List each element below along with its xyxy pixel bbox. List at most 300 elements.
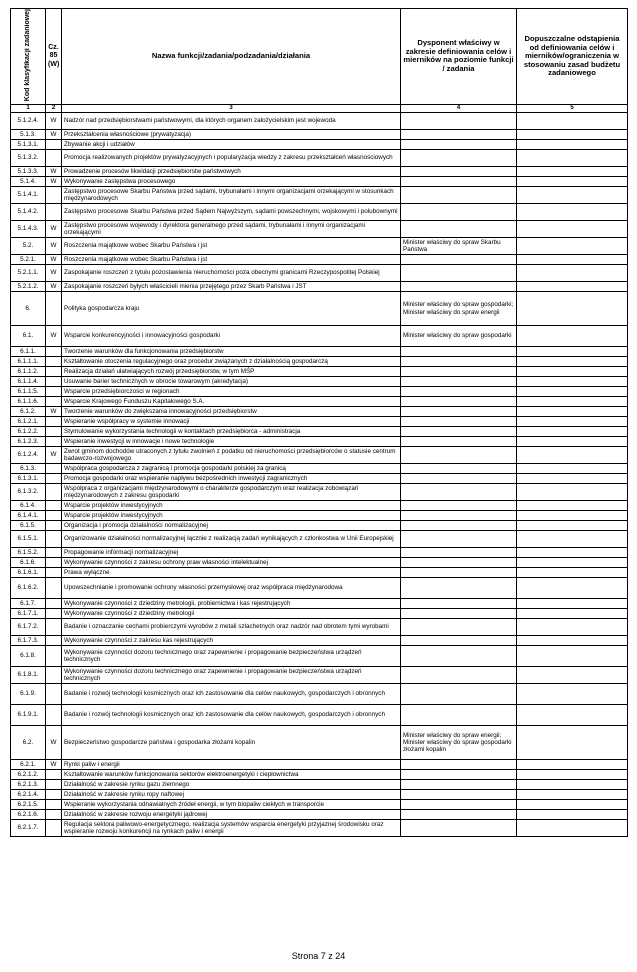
row-name: Wykonywanie zastępstwa procesowego xyxy=(62,177,401,187)
row-exception xyxy=(517,265,628,282)
row-dysponent xyxy=(401,636,517,646)
row-exception xyxy=(517,521,628,531)
table-row xyxy=(11,255,628,265)
table-row xyxy=(11,599,628,609)
row-name: Zbywanie akcji i udziałów xyxy=(62,140,401,150)
row-part85 xyxy=(46,790,62,800)
row-name: Działalność w zakresie rynku gazu ziemnego xyxy=(62,780,401,790)
row-name: Roszczenia majątkowe wobec Skarbu Państwa i jst xyxy=(62,238,401,255)
row-name: Wspieranie wykorzystania odnawialnych źródeł energii, w tym biopaliw ciekłych w transporcie xyxy=(62,800,401,810)
row-name: Tworzenie warunków do zwiększania innowacyjności przedsiębiorstw xyxy=(62,407,401,417)
row-name: Wsparcie projektów inwestycyjnych xyxy=(62,511,401,521)
table-row xyxy=(11,558,628,568)
row-code: 5.1.3.3. xyxy=(11,167,46,177)
table-row xyxy=(11,780,628,790)
row-exception xyxy=(517,187,628,204)
table-row xyxy=(11,705,628,726)
row-code: 6.1.6.2. xyxy=(11,578,46,599)
row-dysponent xyxy=(401,417,517,427)
row-name: Zastępstwo procesowe wojewody i dyrektora generalnego przed sądami, trybunałami i innymi organizacjami orzekającymi xyxy=(62,221,401,238)
row-name: Nadzór nad przedsiębiorstwami państwowymi, dla których organem założycielskim jest wojewoda xyxy=(62,113,401,130)
row-code: 5.1.4. xyxy=(11,177,46,187)
table-row xyxy=(11,619,628,636)
header-code: Kod klasyfikacji zadaniowej xyxy=(11,9,46,105)
row-name: Prowadzenie procesów likwidacji przedsiębiorstw państwowych xyxy=(62,167,401,177)
row-exception xyxy=(517,760,628,770)
table-row xyxy=(11,667,628,684)
row-exception xyxy=(517,238,628,255)
row-part85 xyxy=(46,367,62,377)
table-row xyxy=(11,140,628,150)
row-name: Wsparcie projektów inwestycyjnych xyxy=(62,501,401,511)
table-row xyxy=(11,187,628,204)
row-code: 6.1.2.3. xyxy=(11,437,46,447)
row-dysponent xyxy=(401,474,517,484)
table-row xyxy=(11,684,628,705)
row-part85: W xyxy=(46,113,62,130)
row-exception xyxy=(517,790,628,800)
row-exception xyxy=(517,167,628,177)
row-dysponent xyxy=(401,667,517,684)
row-part85 xyxy=(46,558,62,568)
row-dysponent xyxy=(401,255,517,265)
row-name: Rynki paliw i energii xyxy=(62,760,401,770)
row-exception xyxy=(517,810,628,820)
row-dysponent xyxy=(401,407,517,417)
row-name: Przekształcenia własnościowe (prywatyzacja) xyxy=(62,130,401,140)
row-code: 6.2.1.3. xyxy=(11,780,46,790)
row-name: Zastępstwo procesowe Skarbu Państwa przed sądami, trybunałami i innymi organizacjami orzekającymi w stosunkach międzynarodowych xyxy=(62,187,401,204)
row-part85: W xyxy=(46,447,62,464)
row-name: Kształtowanie warunków funkcjonowania sektorów elektroenergetyki i ciepłownictwa xyxy=(62,770,401,780)
row-exception xyxy=(517,501,628,511)
table-row xyxy=(11,177,628,187)
table-row xyxy=(11,531,628,548)
table-row xyxy=(11,427,628,437)
row-code: 6.2.1.4. xyxy=(11,790,46,800)
table-row xyxy=(11,292,628,326)
row-dysponent xyxy=(401,367,517,377)
row-part85 xyxy=(46,501,62,511)
row-name: Stymulowanie wykorzystania technologii w kontaktach przedsiębiorca - administracja xyxy=(62,427,401,437)
row-name: Propagowanie informacji normalizacyjnej xyxy=(62,548,401,558)
row-exception xyxy=(517,511,628,521)
table-row xyxy=(11,568,628,578)
row-exception xyxy=(517,447,628,464)
row-code: 6.2.1. xyxy=(11,760,46,770)
table-row xyxy=(11,367,628,377)
row-exception xyxy=(517,726,628,760)
row-code: 6. xyxy=(11,292,46,326)
row-exception xyxy=(517,770,628,780)
row-exception xyxy=(517,578,628,599)
row-code: 6.1.2.1. xyxy=(11,417,46,427)
row-part85: W xyxy=(46,760,62,770)
row-part85 xyxy=(46,511,62,521)
row-code: 6.2.1.2. xyxy=(11,770,46,780)
row-code: 6.1.8.1. xyxy=(11,667,46,684)
row-part85 xyxy=(46,810,62,820)
row-part85 xyxy=(46,636,62,646)
row-name: Współpraca gospodarcza z zagranicą i promocja gospodarki polskiej za granicą xyxy=(62,464,401,474)
table-row xyxy=(11,521,628,531)
row-dysponent xyxy=(401,770,517,780)
row-name: Badanie i rozwój technologii kosmicznych oraz ich zastosowanie dla celów naukowych, gospodarczych i obronnych xyxy=(62,705,401,726)
row-code: 5.1.4.3. xyxy=(11,221,46,238)
row-exception xyxy=(517,484,628,501)
row-name: Badanie i rozwój technologii kosmicznych oraz ich zastosowanie dla celów naukowych, gospodarczych i obronnych xyxy=(62,684,401,705)
row-dysponent: Minister właściwy do spraw Skarbu Państwa xyxy=(401,238,517,255)
row-part85 xyxy=(46,484,62,501)
row-name: Wsparcie Krajowego Funduszu Kapitałowego S.A. xyxy=(62,397,401,407)
row-part85 xyxy=(46,619,62,636)
row-part85 xyxy=(46,521,62,531)
row-code: 5.1.3.1. xyxy=(11,140,46,150)
row-dysponent xyxy=(401,484,517,501)
table-row xyxy=(11,397,628,407)
row-dysponent xyxy=(401,167,517,177)
row-exception xyxy=(517,417,628,427)
row-exception xyxy=(517,177,628,187)
row-dysponent xyxy=(401,177,517,187)
classification-table xyxy=(10,8,628,837)
row-exception xyxy=(517,221,628,238)
table-row xyxy=(11,447,628,464)
row-code: 6.1.9.1. xyxy=(11,705,46,726)
table-row xyxy=(11,578,628,599)
row-exception xyxy=(517,684,628,705)
row-dysponent xyxy=(401,377,517,387)
row-part85 xyxy=(46,397,62,407)
column-number: 5 xyxy=(517,104,628,112)
table-row xyxy=(11,810,628,820)
table-row xyxy=(11,464,628,474)
row-exception xyxy=(517,599,628,609)
row-dysponent xyxy=(401,447,517,464)
row-name: Wykonywanie czynności z dziedziny metrologii, probiernictwa i kas rejestrujących xyxy=(62,599,401,609)
column-number-row xyxy=(11,104,628,112)
header-part85: Cz. 85 (W) xyxy=(46,9,62,105)
row-name: Zaspokajanie roszczeń byłych właścicieli mienia przejętego przez Skarb Państwa i JST xyxy=(62,282,401,292)
row-code: 6.1.6. xyxy=(11,558,46,568)
table-row xyxy=(11,407,628,417)
row-exception xyxy=(517,367,628,377)
row-exception xyxy=(517,609,628,619)
table-row xyxy=(11,357,628,367)
column-number: 1 xyxy=(11,104,46,112)
row-part85 xyxy=(46,820,62,837)
row-exception xyxy=(517,282,628,292)
row-code: 6.1.1. xyxy=(11,347,46,357)
row-code: 5.1.3. xyxy=(11,130,46,140)
table-row xyxy=(11,377,628,387)
row-part85: W xyxy=(46,238,62,255)
row-code: 6.2.1.6. xyxy=(11,810,46,820)
page-number: Strona 7 z 24 xyxy=(291,951,346,961)
row-part85 xyxy=(46,427,62,437)
row-dysponent: Minister właściwy do spraw gospodarki xyxy=(401,326,517,347)
row-dysponent xyxy=(401,684,517,705)
table-row xyxy=(11,790,628,800)
row-exception xyxy=(517,204,628,221)
row-exception xyxy=(517,820,628,837)
row-exception xyxy=(517,397,628,407)
row-dysponent xyxy=(401,800,517,810)
row-part85 xyxy=(46,531,62,548)
row-name: Zwrot gminom dochodów utraconych z tytułu zwolnień z podatku od nieruchomości przedsiębiorców o statusie centrum badawczo-rozwojowego xyxy=(62,447,401,464)
row-dysponent xyxy=(401,187,517,204)
row-name: Promocja gospodarki oraz wspieranie napływu bezpośrednich inwestycji zagranicznych xyxy=(62,474,401,484)
row-dysponent xyxy=(401,558,517,568)
row-part85 xyxy=(46,548,62,558)
table-row xyxy=(11,347,628,357)
row-part85 xyxy=(46,387,62,397)
row-code: 5.2.1.1. xyxy=(11,265,46,282)
row-part85: W xyxy=(46,265,62,282)
row-part85: W xyxy=(46,130,62,140)
row-part85: W xyxy=(46,282,62,292)
row-code: 6.1.5. xyxy=(11,521,46,531)
row-exception xyxy=(517,568,628,578)
row-code: 6.1.3.2. xyxy=(11,484,46,501)
row-dysponent xyxy=(401,282,517,292)
row-code: 5.1.3.2. xyxy=(11,150,46,167)
table-row xyxy=(11,221,628,238)
row-name: Badanie i oznaczanie cechami probierczymi wyrobów z metali szlachetnych oraz nadzór nad obrotem tymi wyrobami xyxy=(62,619,401,636)
row-dysponent xyxy=(401,204,517,221)
row-code: 6.1.5.2. xyxy=(11,548,46,558)
table-row xyxy=(11,417,628,427)
row-part85 xyxy=(46,599,62,609)
row-exception xyxy=(517,140,628,150)
row-exception xyxy=(517,464,628,474)
row-dysponent xyxy=(401,568,517,578)
row-name: Działalność w zakresie rozwoju energetyki jądrowej xyxy=(62,810,401,820)
row-part85 xyxy=(46,474,62,484)
column-number: 3 xyxy=(62,104,401,112)
row-part85: W xyxy=(46,407,62,417)
row-dysponent xyxy=(401,501,517,511)
table-row xyxy=(11,484,628,501)
row-code: 5.1.4.1. xyxy=(11,187,46,204)
row-dysponent xyxy=(401,599,517,609)
row-dysponent xyxy=(401,578,517,599)
row-dysponent xyxy=(401,609,517,619)
row-part85 xyxy=(46,780,62,790)
row-exception xyxy=(517,326,628,347)
row-name: Wykonywanie czynności dozoru technicznego oraz zapewnienie i propagowanie bezpieczeństwa urządzeń technicznych xyxy=(62,667,401,684)
row-name: Usuwanie barier technicznych w obrocie towarowym (akredytacja) xyxy=(62,377,401,387)
row-dysponent xyxy=(401,810,517,820)
row-part85 xyxy=(46,437,62,447)
row-part85 xyxy=(46,187,62,204)
table-row xyxy=(11,326,628,347)
row-part85 xyxy=(46,464,62,474)
row-part85 xyxy=(46,140,62,150)
row-part85 xyxy=(46,646,62,667)
row-name: Prawa wyłączne xyxy=(62,568,401,578)
table-row xyxy=(11,726,628,760)
row-dysponent xyxy=(401,397,517,407)
table-row xyxy=(11,238,628,255)
row-exception xyxy=(517,636,628,646)
table-row xyxy=(11,548,628,558)
row-code: 6.1.6.1. xyxy=(11,568,46,578)
row-dysponent xyxy=(401,780,517,790)
row-code: 6.2. xyxy=(11,726,46,760)
row-name: Promocja realizowanych projektów prywatyzacyjnych i popularyzacja wiedzy z zakresu przekształceń własnościowych xyxy=(62,150,401,167)
row-dysponent xyxy=(401,265,517,282)
row-exception xyxy=(517,474,628,484)
row-dysponent xyxy=(401,357,517,367)
row-part85 xyxy=(46,609,62,619)
row-code: 5.2.1.2. xyxy=(11,282,46,292)
table-row xyxy=(11,636,628,646)
row-part85 xyxy=(46,292,62,326)
row-part85: W xyxy=(46,177,62,187)
row-name: Wykonywanie czynności z zakresu kas rejestrujących xyxy=(62,636,401,646)
row-code: 5.1.4.2. xyxy=(11,204,46,221)
row-dysponent xyxy=(401,347,517,357)
row-exception xyxy=(517,292,628,326)
row-code: 6.1.1.2. xyxy=(11,367,46,377)
row-part85 xyxy=(46,204,62,221)
row-code: 6.1.3. xyxy=(11,464,46,474)
row-code: 6.1.8. xyxy=(11,646,46,667)
column-number: 2 xyxy=(46,104,62,112)
table-row xyxy=(11,646,628,667)
row-dysponent xyxy=(401,464,517,474)
table-row xyxy=(11,113,628,130)
row-dysponent xyxy=(401,221,517,238)
row-code: 6.1.1.5. xyxy=(11,387,46,397)
table-row xyxy=(11,282,628,292)
row-name: Organizacja i promocja działalności normalizacyjnej xyxy=(62,521,401,531)
row-code: 6.1.3.1. xyxy=(11,474,46,484)
row-exception xyxy=(517,531,628,548)
header-dysponent: Dysponent właściwy w zakresie definiowania celów i mierników na poziomie funkcji / zadania xyxy=(401,9,517,105)
row-code: 6.2.1.7. xyxy=(11,820,46,837)
row-part85 xyxy=(46,684,62,705)
row-exception xyxy=(517,548,628,558)
row-part85 xyxy=(46,578,62,599)
table-row xyxy=(11,150,628,167)
row-dysponent xyxy=(401,531,517,548)
row-code: 5.1.2.4. xyxy=(11,113,46,130)
row-part85 xyxy=(46,150,62,167)
row-part85 xyxy=(46,377,62,387)
row-dysponent xyxy=(401,387,517,397)
row-part85 xyxy=(46,667,62,684)
row-code: 6.1.4. xyxy=(11,501,46,511)
row-code: 6.1.1.1. xyxy=(11,357,46,367)
row-part85 xyxy=(46,347,62,357)
table-row xyxy=(11,265,628,282)
row-exception xyxy=(517,377,628,387)
row-exception xyxy=(517,800,628,810)
table-row xyxy=(11,760,628,770)
row-name: Zaspokajanie roszczeń z tytułu pozostawienia nieruchomości poza obecnymi granicami Rzeczypospolitej Polskiej xyxy=(62,265,401,282)
row-exception xyxy=(517,407,628,417)
table-row xyxy=(11,204,628,221)
row-part85: W xyxy=(46,255,62,265)
row-name: Realizacja działań ułatwiających rozwój przedsiębiorstw, w tym MŚP xyxy=(62,367,401,377)
row-name: Kształtowanie otoczenia regulacyjnego oraz procedur związanych z działalnością gospodarczą xyxy=(62,357,401,367)
row-code: 6.1. xyxy=(11,326,46,347)
row-dysponent: Minister właściwy do spraw energii; Minister właściwy do spraw gospodarki złożami kopalin xyxy=(401,726,517,760)
row-name: Polityka gospodarcza kraju xyxy=(62,292,401,326)
row-name: Wykonywanie czynności dozoru technicznego oraz zapewnienie i propagowanie bezpieczeństwa urządzeń technicznych xyxy=(62,646,401,667)
column-number: 4 xyxy=(401,104,517,112)
row-part85 xyxy=(46,357,62,367)
row-code: 6.1.5.1. xyxy=(11,531,46,548)
row-exception xyxy=(517,427,628,437)
row-code: 6.1.7.1. xyxy=(11,609,46,619)
row-part85 xyxy=(46,800,62,810)
row-name: Wsparcie przedsiębiorczości w regionach xyxy=(62,387,401,397)
row-dysponent xyxy=(401,511,517,521)
row-dysponent xyxy=(401,820,517,837)
row-dysponent xyxy=(401,790,517,800)
row-exception xyxy=(517,705,628,726)
row-code: 6.1.1.4. xyxy=(11,377,46,387)
row-exception xyxy=(517,780,628,790)
row-code: 6.1.7.2. xyxy=(11,619,46,636)
row-part85 xyxy=(46,770,62,780)
row-exception xyxy=(517,347,628,357)
row-part85: W xyxy=(46,726,62,760)
table-body xyxy=(11,113,628,837)
row-dysponent xyxy=(401,619,517,636)
row-exception xyxy=(517,255,628,265)
row-part85: W xyxy=(46,167,62,177)
row-code: 6.1.2.4. xyxy=(11,447,46,464)
row-code: 6.1.1.6. xyxy=(11,397,46,407)
row-exception xyxy=(517,357,628,367)
row-part85 xyxy=(46,417,62,427)
table-row xyxy=(11,474,628,484)
table-row xyxy=(11,501,628,511)
row-name: Regulacja sektora paliwowo-energetycznego, realizacja systemów wsparcia energetyki przyjaznej środowisku oraz wspieranie rozwoju konkurencji na rynkach paliw i energii xyxy=(62,820,401,837)
row-name: Wykonywanie czynności z zakresu ochrony praw własności intelektualnej xyxy=(62,558,401,568)
row-code: 6.1.2.2. xyxy=(11,427,46,437)
row-exception xyxy=(517,437,628,447)
row-dysponent xyxy=(401,140,517,150)
row-name: Tworzenie warunków dla funkcjonowania przedsiębiorstw xyxy=(62,347,401,357)
row-part85: W xyxy=(46,221,62,238)
table-row xyxy=(11,820,628,837)
header-exceptions: Dopuszczalne odstąpienia od definiowania celów i mierników/ograniczenia w stosowaniu zasad budżetu zadaniowego xyxy=(517,9,628,105)
row-exception xyxy=(517,667,628,684)
row-dysponent xyxy=(401,427,517,437)
row-name: Roszczenia majątkowe wobec Skarbu Państwa i jst xyxy=(62,255,401,265)
row-exception xyxy=(517,558,628,568)
row-name: Upowszechnianie i promowanie ochrony własności przemysłowej oraz współpraca międzynarodowa xyxy=(62,578,401,599)
row-part85: W xyxy=(46,326,62,347)
table-row xyxy=(11,609,628,619)
row-dysponent xyxy=(401,150,517,167)
row-name: Wspieranie współpracy w systemie innowacji xyxy=(62,417,401,427)
row-code: 6.1.2. xyxy=(11,407,46,417)
row-dysponent xyxy=(401,646,517,667)
row-exception xyxy=(517,619,628,636)
row-exception xyxy=(517,646,628,667)
row-name: Organizowanie działalności normalizacyjnej łącznie z realizacją zadań wynikających z członkostwa w Unii Europejskiej xyxy=(62,531,401,548)
table-row xyxy=(11,167,628,177)
header-row xyxy=(11,9,628,105)
row-part85 xyxy=(46,568,62,578)
table-row xyxy=(11,130,628,140)
